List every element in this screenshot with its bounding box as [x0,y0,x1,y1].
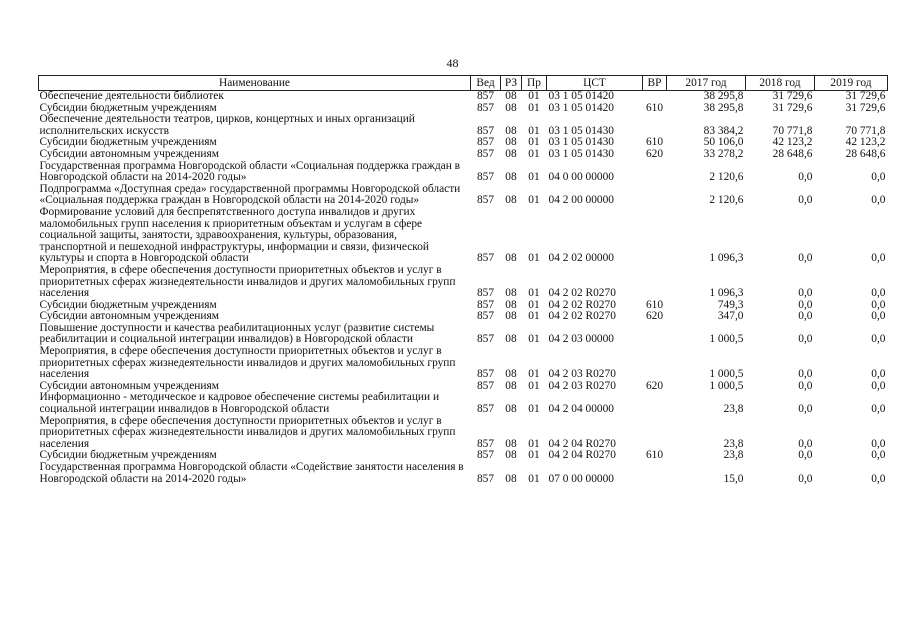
table-row [39,184,888,207]
table-cell-vr: 610 [645,449,664,462]
table-cell-cst: 04 2 03 R0270 [548,379,616,392]
table-row [39,114,888,137]
table-cell-name: Субсидии бюджетным учреждениям [39,136,217,149]
table-cell-rz: 08 [505,124,517,137]
table-cell-2017: 347,0 [717,310,744,323]
table-cell-cst: 03 1 05 01430 [548,124,614,137]
table-cell-vr [643,346,667,381]
table-cell-rz: 08 [505,147,517,160]
table-cell-name: Субсидии бюджетным учреждениям [39,449,217,462]
table-cell-ved: 857 [476,136,495,149]
header-2019: 2019 год [815,76,888,91]
table-cell-vr [643,462,667,485]
table-cell-ved: 857 [476,379,495,392]
table-cell-ved: 857 [476,437,495,450]
table-row [39,323,888,346]
table-cell-cst: 04 2 03 00000 [548,333,614,346]
table-cell-pr: 01 [528,124,540,137]
table-cell-2017: 749,3 [717,298,744,311]
table-cell-2017: 2 120,6 [709,194,744,207]
table-cell-2017: 1 096,3 [709,287,744,300]
table-cell-2018: 0,0 [798,449,813,462]
table-cell-2019: 0,0 [871,252,886,265]
table-body [39,91,888,486]
table-cell-rz: 08 [505,252,517,265]
table-cell-2018: 31 729,6 [772,101,813,114]
table-cell-cst: 03 1 05 01420 [548,101,614,114]
table-cell-cst: 04 2 04 R0270 [548,449,616,462]
header-rz: РЗ [501,76,522,91]
table-cell-2019: 0,0 [871,379,886,392]
table-cell-pr: 01 [528,147,540,160]
header-vr: ВР [643,76,667,91]
table-cell-2018: 31 729,6 [772,90,813,102]
table-cell-ved: 857 [476,252,495,265]
table-cell-ved: 857 [476,194,495,207]
table-cell-cst: 04 2 00 00000 [548,194,614,207]
table-cell-name: Субсидии автономным учреждениям [39,379,219,392]
table-cell-2019: 0,0 [871,287,886,300]
header-2017: 2017 год [667,76,746,91]
table-cell-2018: 0,0 [798,437,813,450]
table-cell-vr [643,161,667,184]
header-name: Наименование [39,76,471,91]
table-cell-rz: 08 [505,194,517,207]
table-cell-rz: 08 [505,287,517,300]
table-cell-pr: 01 [528,287,540,300]
table-cell-name: Обеспечение деятельности театров, цирков, концертных и иных организаций исполнительских искусств [39,113,415,137]
table-cell-2019: 28 648,6 [845,147,886,160]
table-cell-pr: 01 [528,90,540,102]
header-2018: 2018 год [746,76,815,91]
table-cell-2017: 50 106,0 [703,136,744,149]
table-row [39,91,888,103]
table-cell-2018: 28 648,6 [772,147,813,160]
table-cell-2018: 0,0 [798,171,813,184]
table-cell-rz: 08 [505,403,517,416]
table-cell-ved: 857 [476,124,495,137]
table-cell-2019: 0,0 [871,403,886,416]
table-cell-2018: 70 771,8 [772,124,813,137]
table-cell-2019: 0,0 [871,437,886,450]
table-cell-2019: 0,0 [871,298,886,311]
table-cell-cst: 07 0 00 00000 [548,472,614,485]
table-cell-rz: 08 [505,333,517,346]
table-cell-ved: 857 [476,310,495,323]
table-cell-ved: 857 [476,403,495,416]
table-cell-2017: 23,8 [723,437,744,450]
table-cell-pr: 01 [528,298,540,311]
table-cell-vr: 620 [645,379,664,392]
table-cell-2019: 0,0 [871,333,886,346]
table-cell-2019: 70 771,8 [845,124,886,137]
table-cell-ved: 857 [476,368,495,381]
header-cst: ЦСТ [547,76,643,91]
table-cell-rz: 08 [505,472,517,485]
table-cell-2019: 31 729,6 [845,90,886,102]
table-cell-pr: 01 [528,472,540,485]
table-cell-pr: 01 [528,171,540,184]
table-cell-2018: 0,0 [798,333,813,346]
table-cell-2018: 0,0 [798,379,813,392]
table-cell-ved: 857 [476,472,495,485]
table-cell-pr: 01 [528,403,540,416]
page-number: 48 [446,56,459,70]
table-cell-pr: 01 [528,449,540,462]
table-cell-ved: 857 [476,287,495,300]
table-row [39,416,888,451]
table-cell-name: Субсидии бюджетным учреждениям [39,298,217,311]
table-cell-pr: 01 [528,437,540,450]
table-cell-2018: 42 123,2 [772,136,813,149]
table-cell-2017: 83 384,2 [703,124,744,137]
table-cell-ved: 857 [476,147,495,160]
table-cell-2019: 31 729,6 [845,101,886,114]
table-cell-ved: 857 [476,171,495,184]
table-cell-cst: 04 2 02 R0270 [548,287,616,300]
table-cell-ved: 857 [476,449,495,462]
table-cell-2019: 0,0 [871,368,886,381]
table-cell-vr [643,392,667,415]
table-cell-name: Подпрограмма «Доступная среда» государственной программы Новгородской области «Социальная поддержка граждан в Новгородской области на 2014-2020 годы» [39,182,461,207]
table-cell-2018: 0,0 [798,368,813,381]
table-cell-2017: 1 096,3 [709,252,744,265]
table-cell-name: Государственная программа Новгородской области «Содействие занятости населения в Новгородской области на 2014-2020 годы» [39,461,464,485]
table-cell-2017: 1 000,5 [709,379,744,392]
table-cell-2019: 0,0 [871,310,886,323]
table-cell-cst: 04 0 00 00000 [548,171,614,184]
header-pr: Пр [522,76,547,91]
table-cell-cst: 04 2 04 R0270 [548,437,616,450]
table-cell-rz: 08 [505,90,517,102]
table-cell-2018: 0,0 [798,298,813,311]
table-cell-rz: 08 [505,298,517,311]
table-cell-2017: 38 295,8 [703,101,744,114]
table-cell-vr [643,91,667,103]
table-row [39,346,888,381]
table-cell-2017: 1 000,5 [709,333,744,346]
table-cell-vr [643,184,667,207]
table-cell-vr [643,114,667,137]
table-cell-2017: 33 278,2 [703,147,744,160]
table-cell-2017: 15,0 [723,472,744,485]
table-cell-vr: 610 [645,136,664,149]
table-cell-name: Обеспечение деятельности библиотек [39,90,224,102]
table-cell-2018: 0,0 [798,287,813,300]
table-cell-name: Повышение доступности и качества реабилитационных услуг (развитие системы реабилитации и социальной интеграции инвалидов) в Новгородской области [39,321,435,346]
table-cell-rz: 08 [505,379,517,392]
table-cell-cst: 03 1 05 01420 [548,90,614,102]
table-cell-pr: 01 [528,194,540,207]
table-header-row [39,76,888,91]
table-cell-rz: 08 [505,101,517,114]
table-cell-pr: 01 [528,252,540,265]
table-cell-pr: 01 [528,333,540,346]
table-cell-ved: 857 [476,333,495,346]
table-cell-rz: 08 [505,310,517,323]
table-cell-cst: 04 2 02 R0270 [548,310,616,323]
table-cell-vr: 610 [645,101,664,114]
table-cell-2018: 0,0 [798,472,813,485]
table-cell-name: Субсидии бюджетным учреждениям [39,101,217,114]
table-row [39,207,888,265]
table-cell-2017: 38 295,8 [703,90,744,102]
table-cell-name: Субсидии автономным учреждениям [39,310,219,323]
table-cell-name: Мероприятия, в сфере обеспечения доступности приоритетных объектов и услуг в приоритетных сферах жизнедеятельности инвалидов и других маломобильных групп населения [39,263,456,300]
table-cell-vr [643,265,667,300]
table-cell-vr [643,416,667,451]
table-row [39,462,888,485]
table-cell-ved: 857 [476,101,495,114]
table-cell-2017: 2 120,6 [709,171,744,184]
table-cell-cst: 04 2 02 R0270 [548,298,616,311]
table-cell-vr: 620 [645,310,664,323]
header-ved: Вед [471,76,501,91]
table-cell-pr: 01 [528,368,540,381]
table-cell-name: Государственная программа Новгородской области «Социальная поддержка граждан в Новгородской области на 2014-2020 годы» [39,159,461,184]
table-cell-vr [643,323,667,346]
table-cell-name: Субсидии автономным учреждениям [39,147,219,160]
table-cell-rz: 08 [505,171,517,184]
table-cell-2019: 0,0 [871,472,886,485]
table-cell-rz: 08 [505,449,517,462]
table-cell-2017: 1 000,5 [709,368,744,381]
table-cell-2019: 0,0 [871,194,886,207]
table-cell-pr: 01 [528,101,540,114]
table-cell-name: Мероприятия, в сфере обеспечения доступности приоритетных объектов и услуг в приоритетных сферах жизнедеятельности инвалидов и других маломобильных групп населения [39,414,456,450]
table-row [39,265,888,300]
table-cell-name: Информационно - методическое и кадровое обеспечение системы реабилитации и социальной интеграции инвалидов в Новгородской области [39,391,440,416]
table-cell-2018: 0,0 [798,403,813,416]
table-cell-pr: 01 [528,310,540,323]
table-cell-2017: 23,8 [723,403,744,416]
table-cell-cst: 04 2 04 00000 [548,403,614,416]
table-cell-cst: 03 1 05 01430 [548,147,614,160]
table-row [39,161,888,184]
table-cell-2018: 0,0 [798,310,813,323]
table-cell-cst: 03 1 05 01430 [548,136,614,149]
table-cell-2019: 42 123,2 [845,136,886,149]
table-cell-vr [643,207,667,265]
table-cell-name: Мероприятия, в сфере обеспечения доступности приоритетных объектов и услуг в приоритетных сферах жизнедеятельности инвалидов и других маломобильных групп населения [39,345,456,381]
table-cell-2019: 0,0 [871,171,886,184]
table-cell-ved: 857 [476,90,495,102]
table-row [39,392,888,415]
table-cell-vr: 610 [645,298,664,311]
table-cell-rz: 08 [505,368,517,381]
table-cell-ved: 857 [476,298,495,311]
table-cell-rz: 08 [505,437,517,450]
table-cell-pr: 01 [528,379,540,392]
table-cell-rz: 08 [505,136,517,149]
table-cell-2017: 23,8 [723,449,744,462]
table-cell-cst: 04 2 03 R0270 [548,368,616,381]
table-row [39,149,888,161]
budget-table [38,75,888,485]
table-cell-2018: 0,0 [798,194,813,207]
table-cell-cst: 04 2 02 00000 [548,252,614,265]
table-cell-pr: 01 [528,136,540,149]
table-cell-vr: 620 [645,147,664,160]
table-cell-name: Формирование условий для беспрепятственного доступа инвалидов и других маломобильных групп населения к приоритетным объектам и услугам в сфере социальной защиты, занятости, здравоохранения, культуры, образования, транспортной и пешеходной инфраструктуры, информации и связи, физической культуры и спорта в Новгородской области [39,205,429,265]
table-cell-2018: 0,0 [798,252,813,265]
table-cell-2019: 0,0 [871,449,886,462]
